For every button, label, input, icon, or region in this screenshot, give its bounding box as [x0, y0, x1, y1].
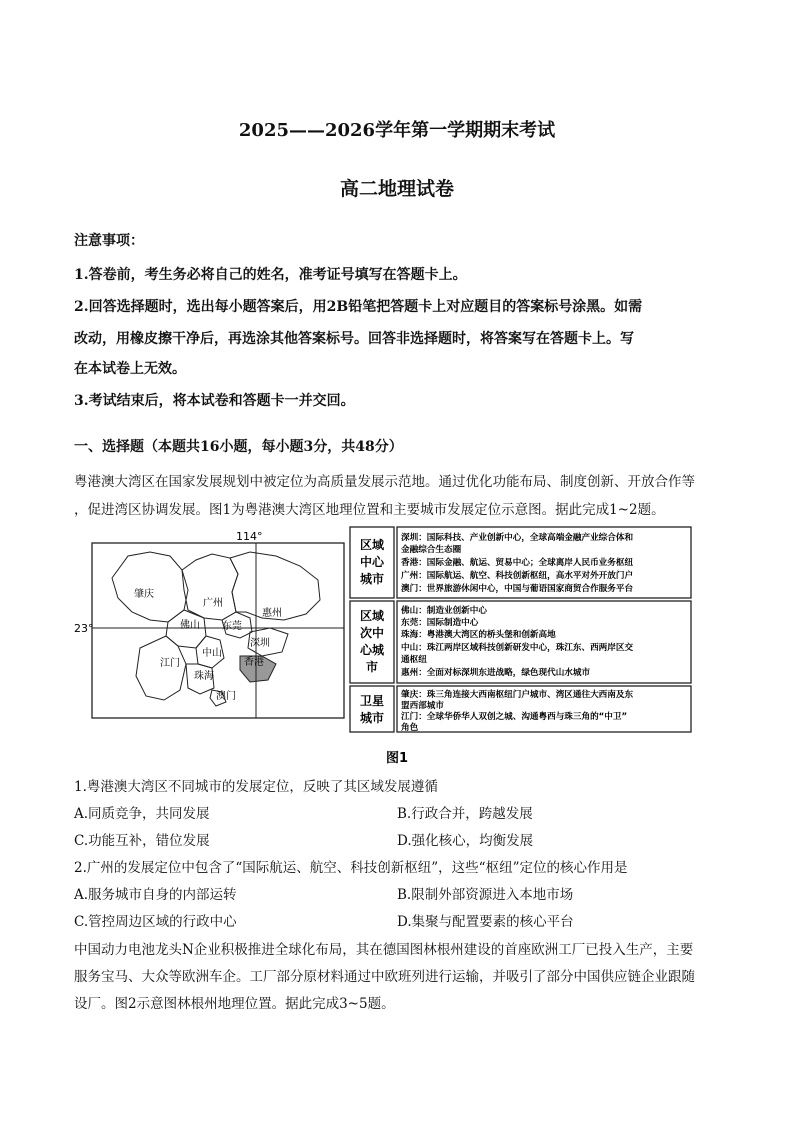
- question-stem: 2.广州的发展定位中包含了“国际航运、航空、科技创新枢纽”，这些“枢纽”定位的核心作用是: [74, 860, 628, 876]
- notice-line: 改动，用橡皮擦干净后，再选涂其他答案标号。回答非选择题时，将答案写在答题卡上。写: [74, 331, 634, 347]
- exam-title: 2025——2026学年第一学期期末考试: [238, 120, 556, 141]
- table-text: 深圳：国际科技、产业创新中心，全球高端金融产业综合体和: [401, 533, 634, 543]
- table-text: 角色: [401, 723, 419, 733]
- notice-heading: 注意事项：: [74, 233, 144, 249]
- city-label: 澳门: [216, 691, 236, 702]
- table-row: [350, 601, 691, 683]
- category-label: 卫星: [359, 694, 385, 708]
- table-text: 广州：国际航运、航空、科技创新枢纽，高水平对外开放门户: [401, 571, 634, 581]
- table-text: 澳门：世界旅游休闲中心，中国与葡语国家商贸合作服务平台: [401, 584, 634, 594]
- longitude-label: 114°: [236, 530, 263, 543]
- table-text: 佛山：制造业创新中心: [401, 606, 487, 616]
- city-label: 深圳: [250, 638, 270, 649]
- question-stem: 1.粤港澳大湾区不同城市的发展定位，反映了其区域发展遵循: [74, 779, 438, 795]
- option-b: B.限制外部资源进入本地市场: [397, 887, 574, 903]
- city-label: 中山: [202, 648, 222, 659]
- category-label: 城市: [359, 572, 385, 586]
- city-label: 江门: [160, 658, 180, 669]
- option-d: D.集聚与配置要素的核心平台: [397, 914, 574, 930]
- notice-line: 2.回答选择题时，选出每小题答案后，用2B铅笔把答题卡上对应题目的答案标号涂黑。如需: [74, 299, 643, 315]
- category-label: 市: [365, 660, 379, 674]
- city-label: 肇庆: [134, 589, 154, 600]
- passage-line: 设厂。图2示意图林根州地理位置。据此完成3~5题。: [74, 996, 395, 1012]
- passage-line: 服务宝马、大众等欧洲车企。工厂部分原材料通过中欧班列进行运输，并吸引了部分中国供应链企业跟随: [74, 969, 695, 985]
- table-text: 东莞：国际制造中心: [401, 618, 479, 628]
- passage-line: 中国动力电池龙头N企业积极推进全球化布局，其在德国图林根州建设的首座欧洲工厂已投入生产，主要: [74, 942, 694, 958]
- table-text: 惠州：全面对标深圳东进战略，绿色现代山水城市: [401, 668, 591, 678]
- city-label: 珠海: [194, 671, 214, 682]
- table-text: 金融综合生态圈: [401, 545, 462, 555]
- table-text: 肇庆：珠三角连接大西南枢纽门户城市、湾区通往大西南及东: [401, 690, 634, 700]
- table-text: 盟西部城市: [401, 701, 444, 711]
- section-heading: 一、选择题（本题共16小题，每小题3分，共48分）: [74, 439, 403, 455]
- category-label: 区域: [359, 609, 385, 623]
- category-label: 城市: [359, 711, 385, 725]
- category-label: 次中: [359, 626, 385, 640]
- passage-line: 粤港澳大湾区在国家发展规划中被定位为高质量发展示范地。通过优化功能布局、制度创新、开放合作等: [74, 474, 695, 490]
- category-label: 中心: [359, 555, 385, 569]
- table-text: 香港：国际金融、航运、贸易中心；全球离岸人民币业务枢纽: [401, 558, 634, 568]
- city-label: 香港: [244, 657, 264, 668]
- city-label: 惠州: [262, 608, 282, 619]
- table-row: [350, 527, 691, 598]
- option-a: A.同质竞争，共同发展: [74, 806, 210, 822]
- notice-line: 在本试卷上无效。: [74, 361, 186, 377]
- figure-caption: 图1: [385, 751, 409, 766]
- table-text: 江门：全球华侨华人双创之城、沟通粤西与珠三角的“中卫”: [401, 712, 628, 722]
- passage-line: ，促进湾区协调发展。图1为粤港澳大湾区地理位置和主要城市发展定位示意图。据此完成1~2题。: [74, 502, 665, 518]
- subject-title: 高二地理试卷: [339, 178, 454, 200]
- option-c: C.管控周边区域的行政中心: [74, 914, 237, 930]
- table-text: 中山：珠江两岸区域科技创新研发中心，珠江东、西两岸区交: [401, 643, 634, 653]
- category-label: 区域: [359, 538, 385, 552]
- table-text: 通枢纽: [401, 655, 427, 665]
- option-a: A.服务城市自身的内部运转: [74, 887, 237, 903]
- option-b: B.行政合并，跨越发展: [397, 806, 533, 822]
- city-label: 东莞: [222, 621, 242, 632]
- notice-line: 1.答卷前，考生务必将自己的姓名，准考证号填写在答题卡上。: [74, 267, 467, 283]
- category-label: 心城: [359, 643, 385, 657]
- table-row: [350, 686, 691, 733]
- city-label: 佛山: [180, 620, 200, 631]
- city-label: 广州: [203, 598, 223, 609]
- option-d: D.强化核心，均衡发展: [397, 833, 534, 849]
- latitude-label: 23°: [74, 622, 94, 635]
- table-text: 珠海：粤港澳大湾区的桥头堡和创新高地: [401, 630, 556, 640]
- notice-line: 3.考试结束后，将本试卷和答题卡一并交回。: [74, 393, 355, 409]
- option-c: C.功能互补，错位发展: [74, 833, 210, 849]
